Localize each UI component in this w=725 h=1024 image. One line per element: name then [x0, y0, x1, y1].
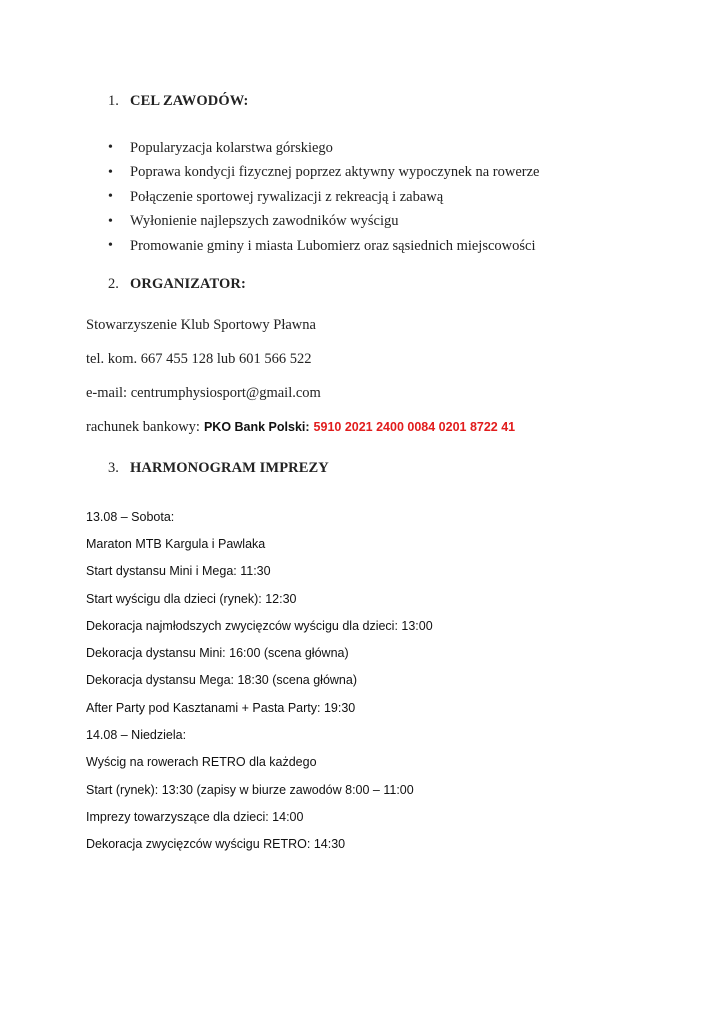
schedule-line: After Party pod Kasztanami + Pasta Party: 19:30 — [86, 700, 356, 715]
section-1-number: 1. — [108, 93, 119, 109]
organizer-name: Stowarzyszenie Klub Sportowy Pławna — [86, 317, 316, 333]
section-3-title: HARMONOGRAM IMPREZY — [130, 460, 329, 476]
schedule-line: Dekoracja dystansu Mini: 16:00 (scena główna) — [86, 646, 349, 661]
list-item-text: Poprawa kondycji fizycznej poprzez aktywny wypoczynek na rowerze — [130, 164, 540, 181]
schedule-line: Dekoracja zwycięzców wyścigu RETRO: 14:30 — [86, 837, 346, 852]
list-item — [108, 161, 539, 186]
section-2-title: ORGANIZATOR: — [130, 276, 246, 292]
organizer-phone: tel. kom. 667 455 128 lub 601 566 522 — [86, 351, 312, 367]
schedule-line: Start wyścigu dla dzieci (rynek): 12:30 — [86, 591, 297, 606]
schedule-line: Start dystansu Mini i Mega: 11:30 — [86, 564, 271, 579]
schedule-line: Imprezy towarzyszące dla dzieci: 14:00 — [86, 809, 304, 824]
list-item — [108, 185, 539, 210]
section-2-heading — [108, 276, 246, 293]
schedule-line: 13.08 – Sobota: — [86, 509, 175, 524]
list-item-text: Połączenie sportowej rywalizacji z rekreacją i zabawą — [130, 188, 444, 205]
bank-label: rachunek bankowy: — [86, 419, 200, 435]
list-item — [108, 234, 539, 259]
schedule-line: Start (rynek): 13:30 (zapisy w biurze zawodów 8:00 – 11:00 — [86, 782, 414, 797]
goals-list — [108, 136, 539, 259]
section-1-heading — [108, 93, 248, 110]
list-item-text: Wyłonienie najlepszych zawodników wyścigu — [130, 213, 399, 230]
bullet-icon: • — [108, 213, 113, 229]
bullet-icon: • — [108, 164, 113, 180]
organizer-email: e-mail: centrumphysiosport@gmail.com — [86, 385, 321, 401]
bank-account-line — [86, 418, 515, 436]
schedule-line: Wyścig na rowerach RETRO dla każdego — [86, 755, 317, 770]
list-item-text: Promowanie gminy i miasta Lubomierz oraz sąsiednich miejscowości — [130, 237, 536, 254]
list-item-text: Popularyzacja kolarstwa górskiego — [130, 139, 333, 156]
schedule-line: Maraton MTB Kargula i Pawlaka — [86, 536, 266, 551]
list-item — [108, 210, 539, 235]
section-1-title: CEL ZAWODÓW: — [130, 93, 249, 109]
schedule-line: Dekoracja dystansu Mega: 18:30 (scena główna) — [86, 673, 357, 688]
bullet-icon: • — [108, 189, 113, 205]
section-2-number: 2. — [108, 276, 119, 292]
bank-account-number: 5910 2021 2400 0084 0201 8722 41 — [313, 420, 516, 434]
schedule-line: Dekoracja najmłodszych zwycięzców wyścigu dla dzieci: 13:00 — [86, 618, 433, 633]
event-schedule — [86, 503, 433, 858]
bullet-icon: • — [108, 140, 113, 156]
bullet-icon: • — [108, 238, 113, 254]
bank-name: PKO Bank Polski: — [203, 420, 310, 434]
section-3-heading — [108, 460, 329, 477]
section-3-number: 3. — [108, 460, 119, 476]
list-item — [108, 136, 539, 161]
schedule-line: 14.08 – Niedziela: — [86, 728, 187, 743]
